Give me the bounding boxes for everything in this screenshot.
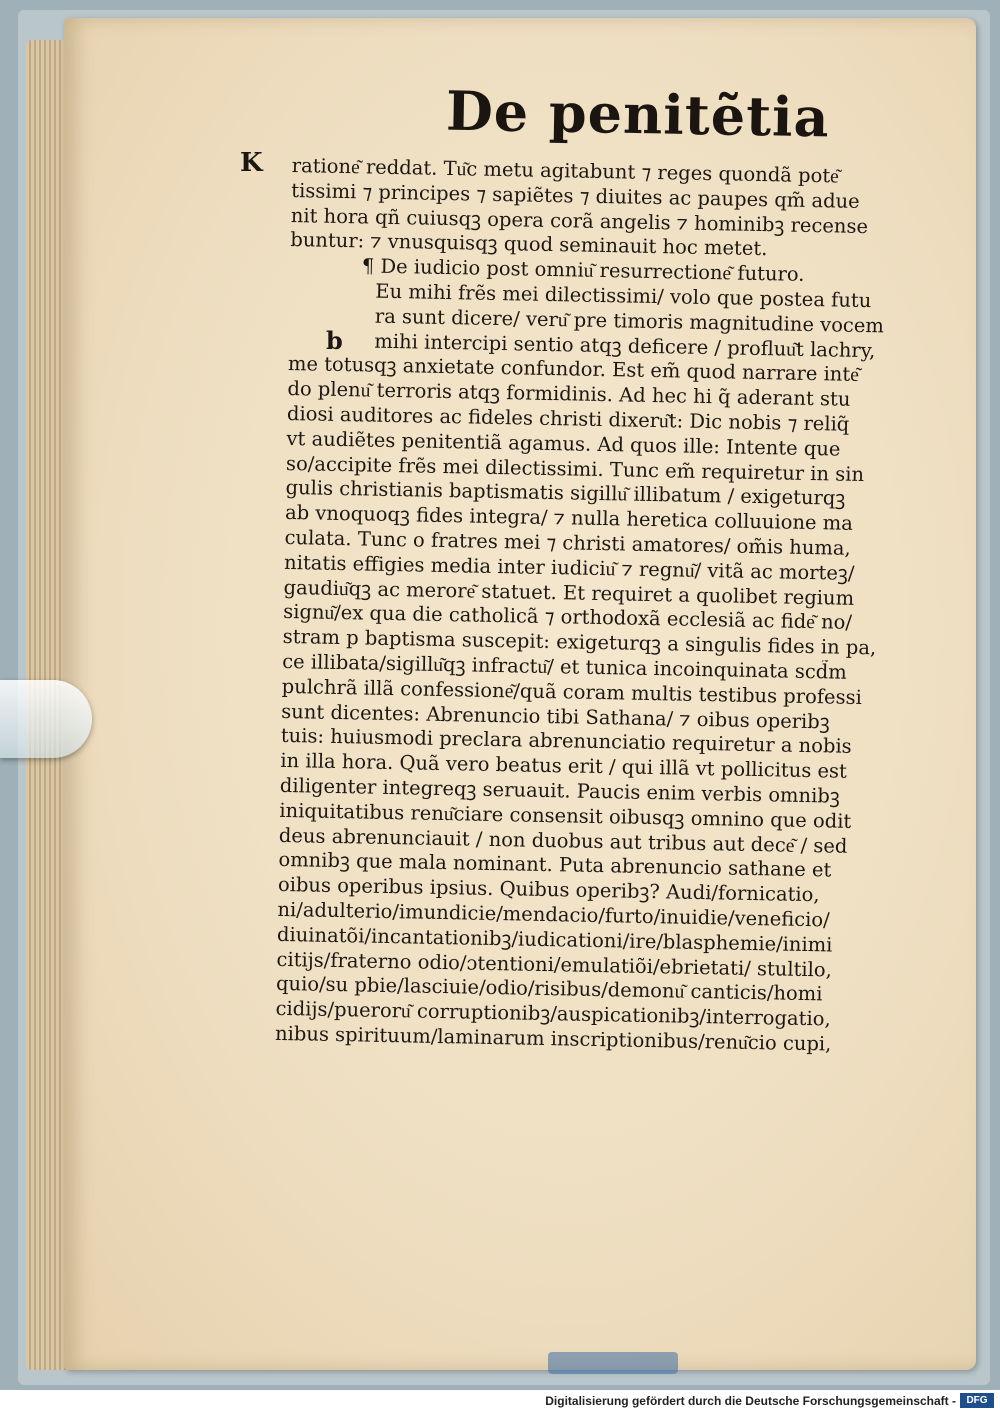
- text-line: signu͂/ex qua die catholicã ⁊ orthodoxã ecclesiã ac fide͂ no/: [282, 600, 853, 635]
- text-line: ratione͂ reddat. Tu͂c metu agitabunt ⁊ reges quondã pote͂: [291, 154, 840, 188]
- text-line: quio/su pbie/lasciuie/odio/risibus/demonu͂ canticis/homi: [275, 972, 823, 1006]
- text-line: tuis: huiusmodi preclara abrenunciatio requiretur a nobis: [280, 724, 852, 759]
- text-line: me totusqꝫ anxietate confundor. Est em̃ quod narrare inte͂: [287, 352, 860, 387]
- text-line: nitatis effigies media inter iudiciu͂ ⁊ regnu͂/ vitã ac morteꝫ/: [283, 550, 855, 585]
- text-line: nibus spirituum/laminarum inscriptionibus/renu͂cio cupi,: [274, 1021, 832, 1056]
- text-line: in illa hora. Quã vero beatus erit / qui illã vt pollicitus est: [280, 749, 848, 783]
- page-heading: De penitẽtia: [445, 78, 831, 150]
- blue-tab-marker: [548, 1352, 678, 1374]
- text-line: deus abrenunciauit / non duobus aut tribus aut dece͂ / sed: [278, 823, 848, 858]
- text-line: omnibꝫ que mala nominant. Puta abrenuncio sathane et: [278, 848, 832, 882]
- footer-credit: Digitalisierung gefördert durch die Deutsche Forschungsgemeinschaft -: [545, 1394, 956, 1408]
- text-line: oibus operibus ipsius. Quibus operibꝫ? Audi/fornicatio,: [277, 872, 820, 907]
- marginal-letter-b: b: [326, 326, 343, 355]
- text-line: stram p baptisma suscepit: exigeturqꝫ a singulis fides in pa,: [282, 625, 877, 660]
- text-line: iniquitatibus renu͂ciare consensit oibusqꝫ omnino que odit: [279, 798, 852, 833]
- text-line: diosi auditores ac fideles christi dixeru͂t: Dic nobis ⁊ reliq̃: [286, 401, 850, 436]
- text-line: gulis christianis baptismatis sigillu͂ illibatum / exigeturqꝫ: [285, 476, 846, 511]
- text-line: diuinatõi/incantationibꝫ/iudicationi/ire/blasphemie/inimi: [276, 922, 833, 957]
- text-line: gaudiu͂qꝫ ac merore͂ statuet. Et requiret a quolibet regium: [283, 575, 855, 610]
- page-clip: [0, 680, 92, 758]
- footer-bar: [0, 1390, 1000, 1412]
- text-line: nit hora qñ cuiusqꝫ opera corã angelis ⁊ hominibꝫ recense: [290, 203, 869, 238]
- text-line: diligenter integreqꝫ seruauit. Paucis enim verbis omnibꝫ: [279, 773, 841, 808]
- text-line: ab vnoquoqꝫ fides integra/ ⁊ nulla heretica colluuione ma: [284, 501, 854, 535]
- text-line: sunt dicentes: Abrenuncio tibi Sathana/ ⁊ oibus operibꝫ: [281, 699, 830, 733]
- marginal-letter-k: K: [240, 148, 263, 178]
- text-line: vt audiẽtes penitentiã agamus. Ad quos ille: Intente que: [286, 426, 841, 461]
- text-line: buntur: ⁊ vnusquisqꝫ quod seminauit hoc metet.: [290, 228, 768, 261]
- text-line: tissimi ⁊ principes ⁊ sapiẽtes ⁊ diuites ac paupes qm̃ adue: [291, 178, 860, 213]
- text-line: culata. Tunc o fratres mei ⁊ christi amatores/ om̃is huma,: [284, 525, 851, 560]
- text-line: citijs/fraterno odio/ɔtentioni/emulatiõi/ebrietati/ stultilo,: [276, 947, 833, 982]
- text-line: do plenu͂ terroris atqꝫ formidinis. Ad hec hi q̃ aderant stu: [287, 377, 851, 411]
- body-text: [275, 154, 904, 1058]
- text-line: ra sunt dicere/ veru͂ pre timoris magnitudine vocem: [374, 304, 885, 338]
- text-line: pulchrã illã confessione͂/quã coram multis testibus professi: [281, 674, 863, 709]
- text-line: mihi intercipi sentio atqꝫ deficere / profluu͂t lachry,: [374, 329, 876, 362]
- text-line: Eu mihi frẽs mei dilectissimi/ volo que postea futu: [375, 279, 872, 313]
- text-line: ¶ De iudicio post omniu͂ resurrectione͂ futuro.: [361, 254, 805, 287]
- text-line: cidijs/pueroru͂ corruptionibꝫ/auspicationibꝫ/interrogatio,: [275, 996, 831, 1031]
- dfg-logo: DFG: [960, 1393, 994, 1408]
- text-line: ce illibata/sigillu͂qꝫ infractu͂/ et tunica incoinquinata scd̃m: [282, 649, 847, 684]
- text-line: so/accipite frẽs mei dilectissimi. Tunc em̃ requiretur in sin: [285, 451, 865, 486]
- text-line: ni/adulterio/imundicie/mendacio/furto/inuidie/veneficio/: [277, 897, 830, 932]
